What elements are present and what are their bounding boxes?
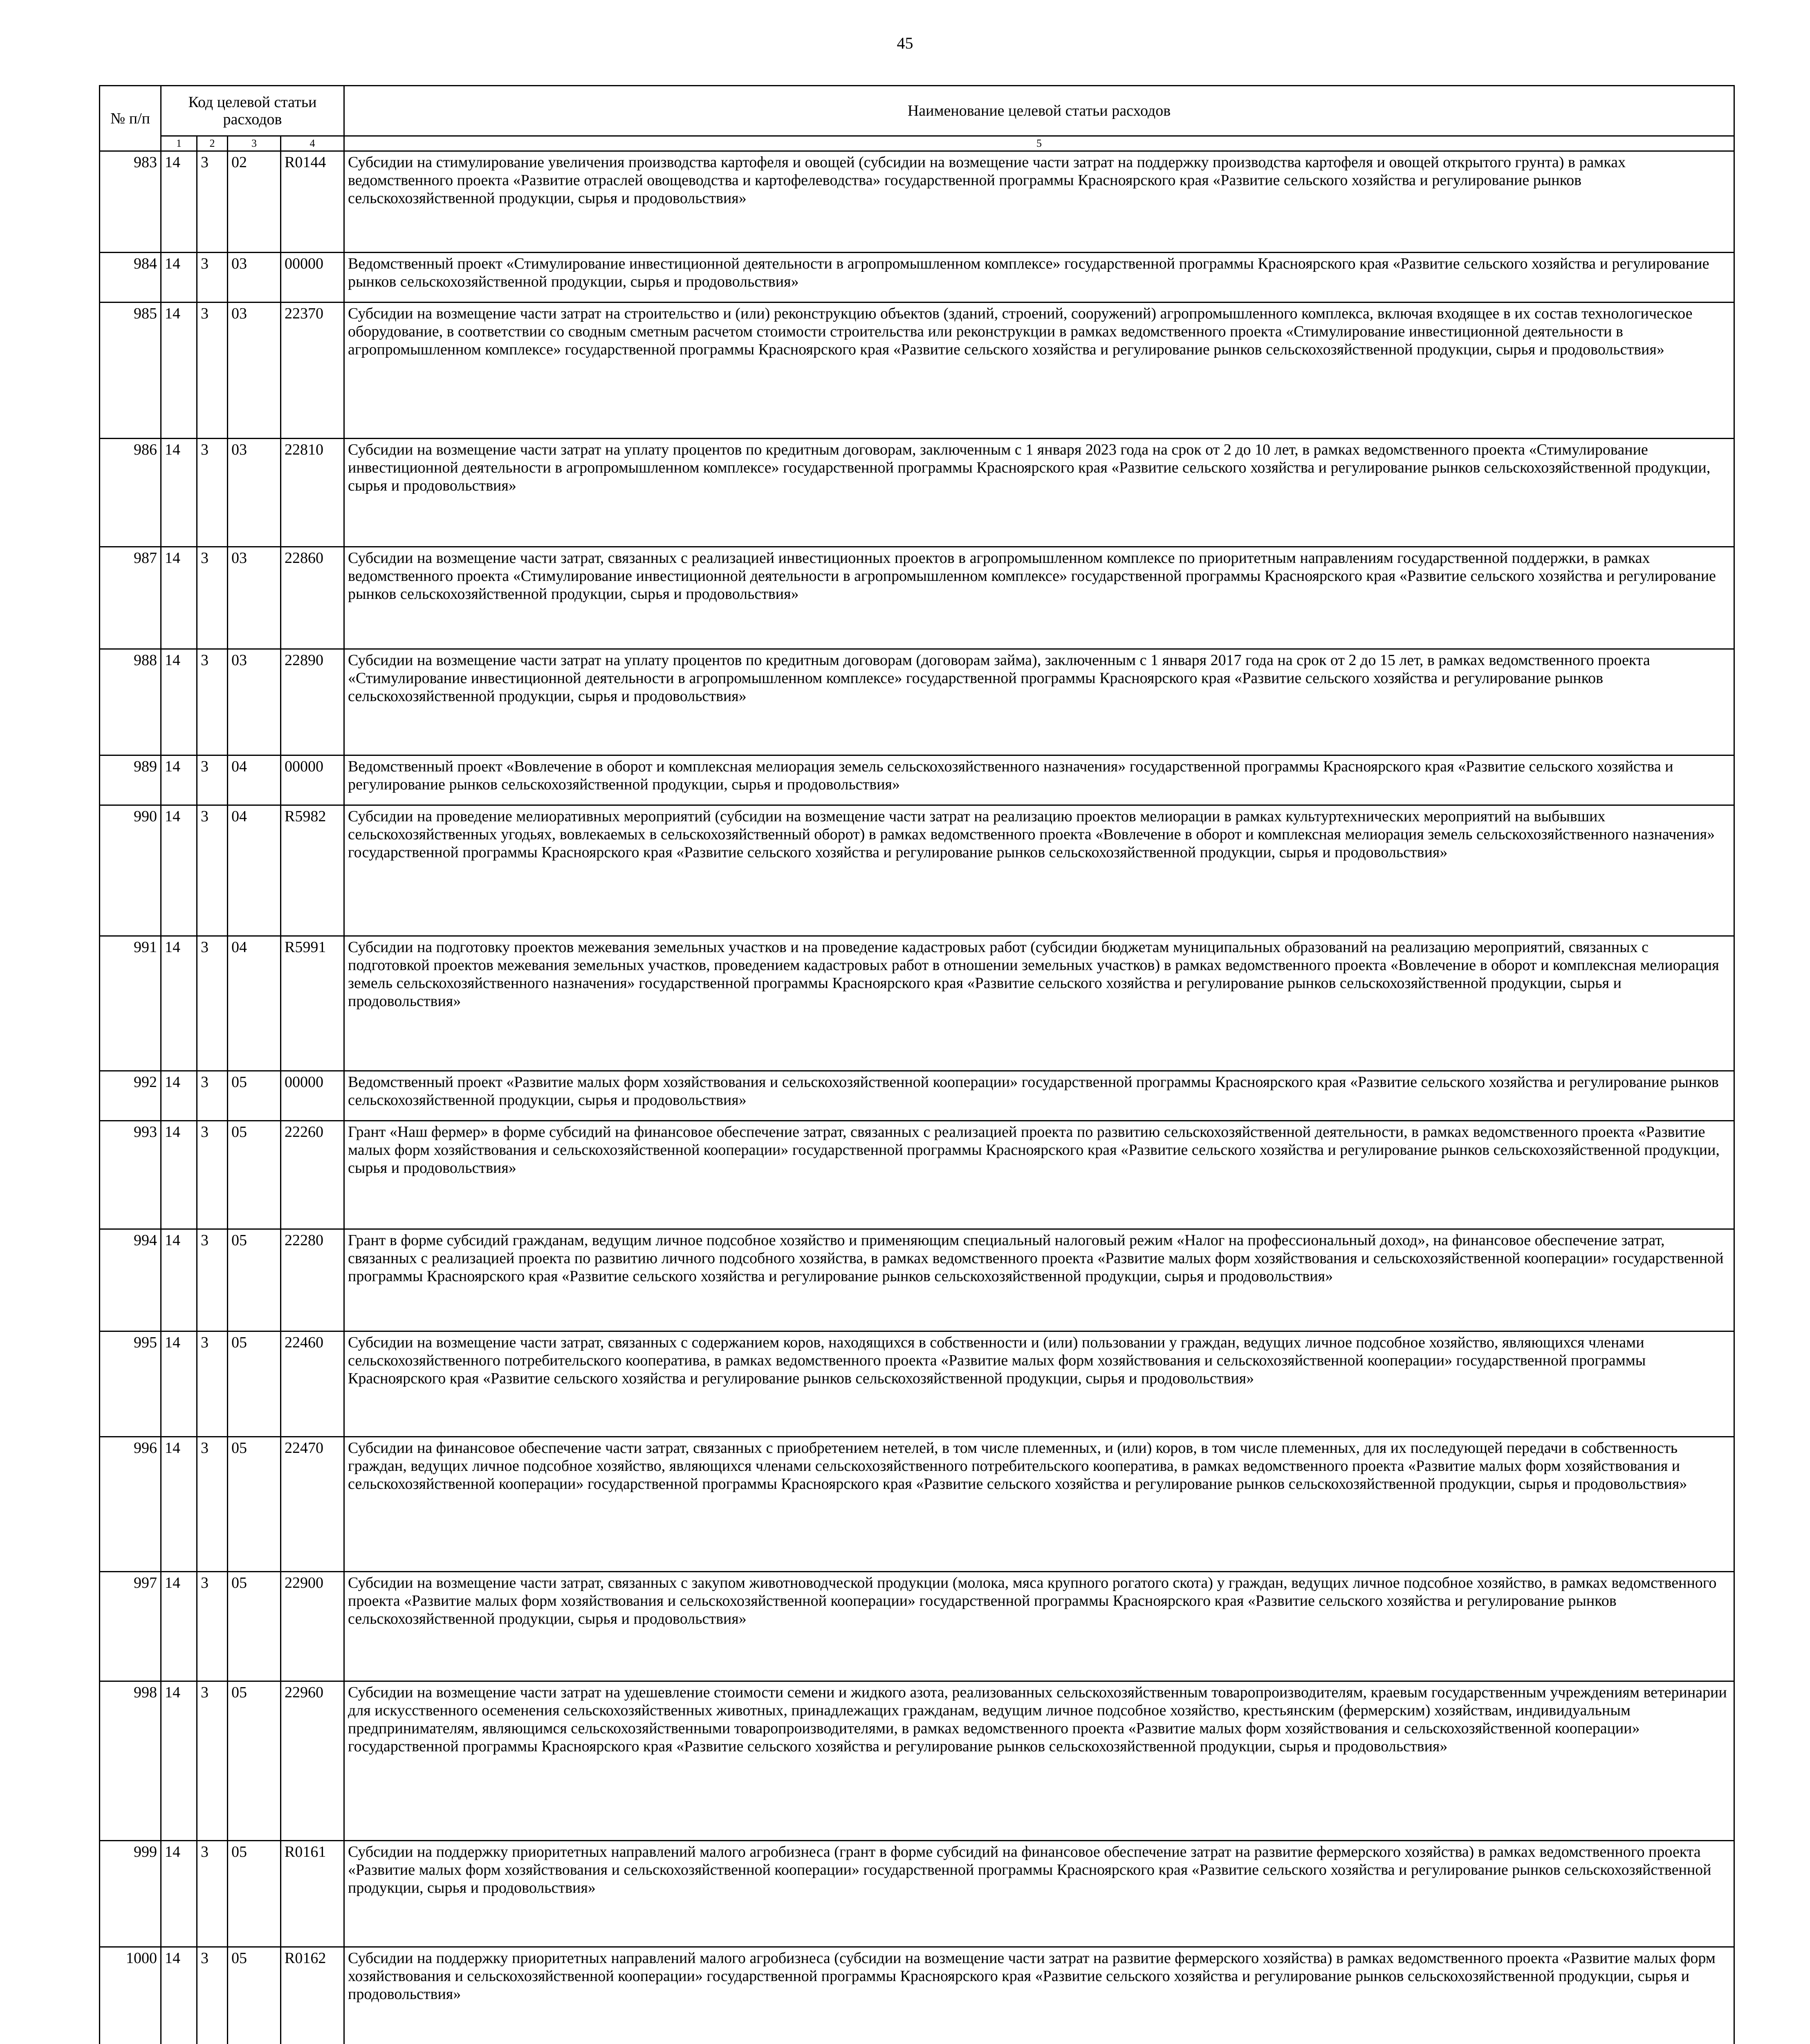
code-part-4: 22260 (281, 1121, 344, 1229)
code-part-3: 05 (228, 1841, 281, 1947)
code-part-4: 22900 (281, 1572, 344, 1681)
header-code: Код целевой статьи расходов (161, 86, 344, 136)
code-part-1: 14 (161, 151, 197, 253)
code-part-4: R5982 (281, 805, 344, 936)
code-part-2: 3 (197, 151, 228, 253)
budget-items-table (99, 85, 1735, 2044)
code-part-3: 04 (228, 805, 281, 936)
code-part-1: 14 (161, 1572, 197, 1681)
table-body (100, 151, 1734, 2044)
code-part-1: 14 (161, 755, 197, 805)
code-part-1: 14 (161, 303, 197, 439)
row-number: 995 (100, 1331, 161, 1437)
table-row (100, 253, 1734, 303)
code-part-2: 3 (197, 805, 228, 936)
code-part-4: 22280 (281, 1229, 344, 1331)
item-name: Субсидии на поддержку приоритетных направлений малого агробизнеса (субсидии на возмещение части затрат на развитие фермерского хозяйства) в рамках ведомственного проекта «Развитие малых форм хозяйствования и сельскохозяйственной кооперации» государственной программы Красноярского края «Развитие сельского хозяйства и регулирование рынков сельскохозяйственной продукции, сырья и продовольствия» (344, 1947, 1734, 2044)
code-part-4: 22370 (281, 303, 344, 439)
code-part-4: 22810 (281, 439, 344, 547)
row-number: 994 (100, 1229, 161, 1331)
table-row (100, 1947, 1734, 2044)
item-name: Субсидии на возмещение части затрат, связанных с реализацией инвестиционных проектов в агропромышленном комплексе по приоритетным направлениям государственной поддержки, в рамках ведомственного проекта «Стимулирование инвестиционной деятельности в агропромышленном комплексе» государственной программы Красноярского края «Развитие сельского хозяйства и регулирование рынков сельскохозяйственной продукции, сырья и продовольствия» (344, 547, 1734, 649)
column-number: 1 (161, 136, 197, 151)
code-part-3: 05 (228, 1572, 281, 1681)
row-number: 985 (100, 303, 161, 439)
row-number: 998 (100, 1681, 161, 1841)
table-row (100, 1437, 1734, 1572)
row-number: 983 (100, 151, 161, 253)
row-number: 996 (100, 1437, 161, 1572)
code-part-3: 04 (228, 755, 281, 805)
header-column-numbers (100, 136, 1734, 151)
item-name: Субсидии на возмещение части затрат на уплату процентов по кредитным договорам, заключенным с 1 января 2023 года на срок от 2 до 10 лет, в рамках ведомственного проекта «Стимулирование инвестиционной деятельности в агропромышленном комплексе» государственной программы Красноярского края «Развитие сельского хозяйства и регулирование рынков сельскохозяйственной продукции, сырья и продовольствия» (344, 439, 1734, 547)
code-part-2: 3 (197, 253, 228, 303)
page-number: 45 (897, 34, 913, 52)
code-part-4: R5991 (281, 936, 344, 1071)
code-part-1: 14 (161, 1331, 197, 1437)
code-part-1: 14 (161, 1121, 197, 1229)
code-part-3: 03 (228, 253, 281, 303)
item-name: Ведомственный проект «Стимулирование инвестиционной деятельности в агропромышленном комплексе» государственной программы Красноярского края «Развитие сельского хозяйства и регулирование рынков сельскохозяйственной продукции, сырья и продовольствия» (344, 253, 1734, 303)
row-number: 984 (100, 253, 161, 303)
row-number: 986 (100, 439, 161, 547)
code-part-3: 05 (228, 1229, 281, 1331)
table-row (100, 649, 1734, 755)
header-num: № п/п (100, 86, 161, 151)
code-part-3: 04 (228, 936, 281, 1071)
code-part-1: 14 (161, 1437, 197, 1572)
code-part-3: 05 (228, 1071, 281, 1121)
item-name: Субсидии на возмещение части затрат на строительство и (или) реконструкцию объектов (зданий, строений, сооружений) агропромышленного комплекса, включая входящее в их состав технологическое оборудование, в соответствии со сводным сметным расчетом стоимости строительства или реконструкции в рамках ведомственного проекта «Стимулирование инвестиционной деятельности в агропромышленном комплексе» государственной программы Красноярского края «Развитие сельского хозяйства и регулирование рынков сельскохозяйственной продукции, сырья и продовольствия» (344, 303, 1734, 439)
table-row (100, 1121, 1734, 1229)
code-part-1: 14 (161, 253, 197, 303)
code-part-1: 14 (161, 1229, 197, 1331)
code-part-3: 05 (228, 1331, 281, 1437)
code-part-3: 05 (228, 1437, 281, 1572)
item-name: Субсидии на стимулирование увеличения производства картофеля и овощей (субсидии на возмещение части затрат на поддержку производства картофеля и овощей открытого грунта) в рамках ведомственного проекта «Развитие отраслей овощеводства и картофелеводства» государственной программы Красноярского края «Развитие сельского хозяйства и регулирование рынков сельскохозяйственной продукции, сырья и продовольствия» (344, 151, 1734, 253)
item-name: Субсидии на возмещение части затрат на удешевление стоимости семени и жидкого азота, реализованных сельскохозяйственным товаропроизводителям, краевым государственным учреждениям ветеринарии для искусственного осеменения сельскохозяйственных животных, принадлежащих гражданам, ведущим личное подсобное хозяйство, крестьянским (фермерским) хозяйствам, индивидуальным предпринимателям, являющимся сельскохозяйственными товаропроизводителями, в рамках ведомственного проекта «Развитие малых форм хозяйствования и сельскохозяйственной кооперации» государственной программы Красноярского края «Развитие сельского хозяйства и регулирование рынков сельскохозяйственной продукции, сырья и продовольствия» (344, 1681, 1734, 1841)
code-part-4: R0144 (281, 151, 344, 253)
table-row (100, 1681, 1734, 1841)
row-number: 988 (100, 649, 161, 755)
table-header (100, 86, 1734, 151)
item-name: Субсидии на подготовку проектов межевания земельных участков и на проведение кадастровых работ (субсидии бюджетам муниципальных образований на реализацию мероприятий, связанных с подготовкой проектов межевания земельных участков, проведением кадастровых работ в отношении земельных участков) в рамках ведомственного проекта «Вовлечение в оборот и комплексная мелиорация земель сельскохозяйственного назначения» государственной программы Красноярского края «Развитие сельского хозяйства и регулирование рынков сельскохозяйственной продукции, сырья и продовольствия» (344, 936, 1734, 1071)
table-row (100, 1572, 1734, 1681)
code-part-4: 00000 (281, 253, 344, 303)
code-part-4: 22860 (281, 547, 344, 649)
code-part-1: 14 (161, 1681, 197, 1841)
code-part-3: 03 (228, 547, 281, 649)
table-row (100, 1331, 1734, 1437)
table-row (100, 805, 1734, 936)
row-number: 999 (100, 1841, 161, 1947)
column-number: 2 (197, 136, 228, 151)
code-part-2: 3 (197, 547, 228, 649)
row-number: 991 (100, 936, 161, 1071)
table-row (100, 1229, 1734, 1331)
code-part-3: 05 (228, 1947, 281, 2044)
row-number: 1000 (100, 1947, 161, 2044)
code-part-2: 3 (197, 439, 228, 547)
item-name: Субсидии на возмещение части затрат на уплату процентов по кредитным договорам (договорам займа), заключенным с 1 января 2017 года на срок от 2 до 15 лет, в рамках ведомственного проекта «Стимулирование инвестиционной деятельности в агропромышленном комплексе» государственной программы Красноярского края «Развитие сельского хозяйства и регулирование рынков сельскохозяйственной продукции, сырья и продовольствия» (344, 649, 1734, 755)
item-name: Грант в форме субсидий гражданам, ведущим личное подсобное хозяйство и применяющим специальный налоговый режим «Налог на профессиональный доход», на финансовое обеспечение затрат, связанных с реализацией проекта по развитию личного подсобного хозяйства, в рамках ведомственного проекта «Развитие малых форм хозяйствования и сельскохозяйственной кооперации» государственной программы Красноярского края «Развитие сельского хозяйства и регулирование рынков сельскохозяйственной продукции, сырья и продовольствия» (344, 1229, 1734, 1331)
code-part-1: 14 (161, 547, 197, 649)
column-number: 5 (344, 136, 1734, 151)
table-row (100, 439, 1734, 547)
code-part-1: 14 (161, 439, 197, 547)
code-part-3: 03 (228, 303, 281, 439)
code-part-4: 22960 (281, 1681, 344, 1841)
table-row (100, 151, 1734, 253)
code-part-4: 00000 (281, 755, 344, 805)
code-part-1: 14 (161, 1071, 197, 1121)
code-part-4: 22890 (281, 649, 344, 755)
row-number: 987 (100, 547, 161, 649)
code-part-2: 3 (197, 1437, 228, 1572)
code-part-4: R0162 (281, 1947, 344, 2044)
code-part-2: 3 (197, 1572, 228, 1681)
table-row (100, 1071, 1734, 1121)
code-part-2: 3 (197, 1229, 228, 1331)
row-number: 989 (100, 755, 161, 805)
column-number: 4 (281, 136, 344, 151)
header-row (100, 86, 1734, 136)
code-part-3: 05 (228, 1121, 281, 1229)
code-part-1: 14 (161, 1841, 197, 1947)
code-part-1: 14 (161, 649, 197, 755)
row-number: 993 (100, 1121, 161, 1229)
code-part-4: 22460 (281, 1331, 344, 1437)
code-part-2: 3 (197, 1331, 228, 1437)
row-number: 990 (100, 805, 161, 936)
code-part-2: 3 (197, 1071, 228, 1121)
table-row (100, 1841, 1734, 1947)
table-row (100, 303, 1734, 439)
item-name: Субсидии на возмещение части затрат, связанных с содержанием коров, находящихся в собственности и (или) пользовании у граждан, ведущих личное подсобное хозяйство, являющихся членами сельскохозяйственного потребительского кооператива, в рамках ведомственного проекта «Развитие малых форм хозяйствования и сельскохозяйственной кооперации» государственной программы Красноярского края «Развитие сельского хозяйства и регулирование рынков сельскохозяйственной продукции, сырья и продовольствия» (344, 1331, 1734, 1437)
code-part-4: 00000 (281, 1071, 344, 1121)
code-part-3: 05 (228, 1681, 281, 1841)
code-part-2: 3 (197, 303, 228, 439)
code-part-2: 3 (197, 1841, 228, 1947)
code-part-2: 3 (197, 755, 228, 805)
item-name: Субсидии на проведение мелиоративных мероприятий (субсидии на возмещение части затрат на реализацию проектов мелиорации в рамках культуртехнических мероприятий на выбывших сельскохозяйственных угодьях, вовлекаемых в сельскохозяйственный оборот) в рамках ведомственного проекта «Вовлечение в оборот и комплексная мелиорация земель сельскохозяйственного назначения» государственной программы Красноярского края «Развитие сельского хозяйства и регулирование рынков сельскохозяйственной продукции, сырья и продовольствия» (344, 805, 1734, 936)
code-part-4: 22470 (281, 1437, 344, 1572)
header-name: Наименование целевой статьи расходов (344, 86, 1734, 136)
row-number: 997 (100, 1572, 161, 1681)
item-name: Грант «Наш фермер» в форме субсидий на финансовое обеспечение затрат, связанных с реализацией проекта по развитию сельскохозяйственной деятельности, в рамках ведомственного проекта «Развитие малых форм хозяйствования и сельскохозяйственной кооперации» государственной программы Красноярского края «Развитие сельского хозяйства и регулирование рынков сельскохозяйственной продукции, сырья и продовольствия» (344, 1121, 1734, 1229)
item-name: Субсидии на возмещение части затрат, связанных с закупом животноводческой продукции (молока, мяса крупного рогатого скота) у граждан, ведущих личное подсобное хозяйство, в рамках ведомственного проекта «Развитие малых форм хозяйствования и сельскохозяйственной кооперации» государственной программы Красноярского края «Развитие сельского хозяйства и регулирование рынков сельскохозяйственной продукции, сырья и продовольствия» (344, 1572, 1734, 1681)
code-part-3: 03 (228, 439, 281, 547)
code-part-4: R0161 (281, 1841, 344, 1947)
row-number: 992 (100, 1071, 161, 1121)
code-part-1: 14 (161, 1947, 197, 2044)
item-name: Субсидии на поддержку приоритетных направлений малого агробизнеса (грант в форме субсидий на финансовое обеспечение затрат на развитие фермерского хозяйства) в рамках ведомственного проекта «Развитие малых форм хозяйствования и сельскохозяйственной кооперации» государственной программы Красноярского края «Развитие сельского хозяйства и регулирование рынков сельскохозяйственной продукции, сырья и продовольствия» (344, 1841, 1734, 1947)
column-number: 3 (228, 136, 281, 151)
code-part-2: 3 (197, 1121, 228, 1229)
item-name: Ведомственный проект «Вовлечение в оборот и комплексная мелиорация земель сельскохозяйственного назначения» государственной программы Красноярского края «Развитие сельского хозяйства и регулирование рынков сельскохозяйственной продукции, сырья и продовольствия» (344, 755, 1734, 805)
item-name: Субсидии на финансовое обеспечение части затрат, связанных с приобретением нетелей, в том числе племенных, и (или) коров, в том числе племенных, для их последующей передачи в собственность граждан, ведущих личное подсобное хозяйство, являющихся членами сельскохозяйственного потребительского кооператива, в рамках ведомственного проекта «Развитие малых форм хозяйствования и сельскохозяйственной кооперации» государственной программы Красноярского края «Развитие сельского хозяйства и регулирование рынков сельскохозяйственной продукции, сырья и продовольствия» (344, 1437, 1734, 1572)
code-part-3: 02 (228, 151, 281, 253)
table-row (100, 936, 1734, 1071)
code-part-2: 3 (197, 1947, 228, 2044)
table-row (100, 547, 1734, 649)
code-part-2: 3 (197, 649, 228, 755)
code-part-3: 03 (228, 649, 281, 755)
code-part-2: 3 (197, 936, 228, 1071)
code-part-1: 14 (161, 805, 197, 936)
code-part-1: 14 (161, 936, 197, 1071)
item-name: Ведомственный проект «Развитие малых форм хозяйствования и сельскохозяйственной кооперации» государственной программы Красноярского края «Развитие сельского хозяйства и регулирование рынков сельскохозяйственной продукции, сырья и продовольствия» (344, 1071, 1734, 1121)
code-part-2: 3 (197, 1681, 228, 1841)
table-row (100, 755, 1734, 805)
